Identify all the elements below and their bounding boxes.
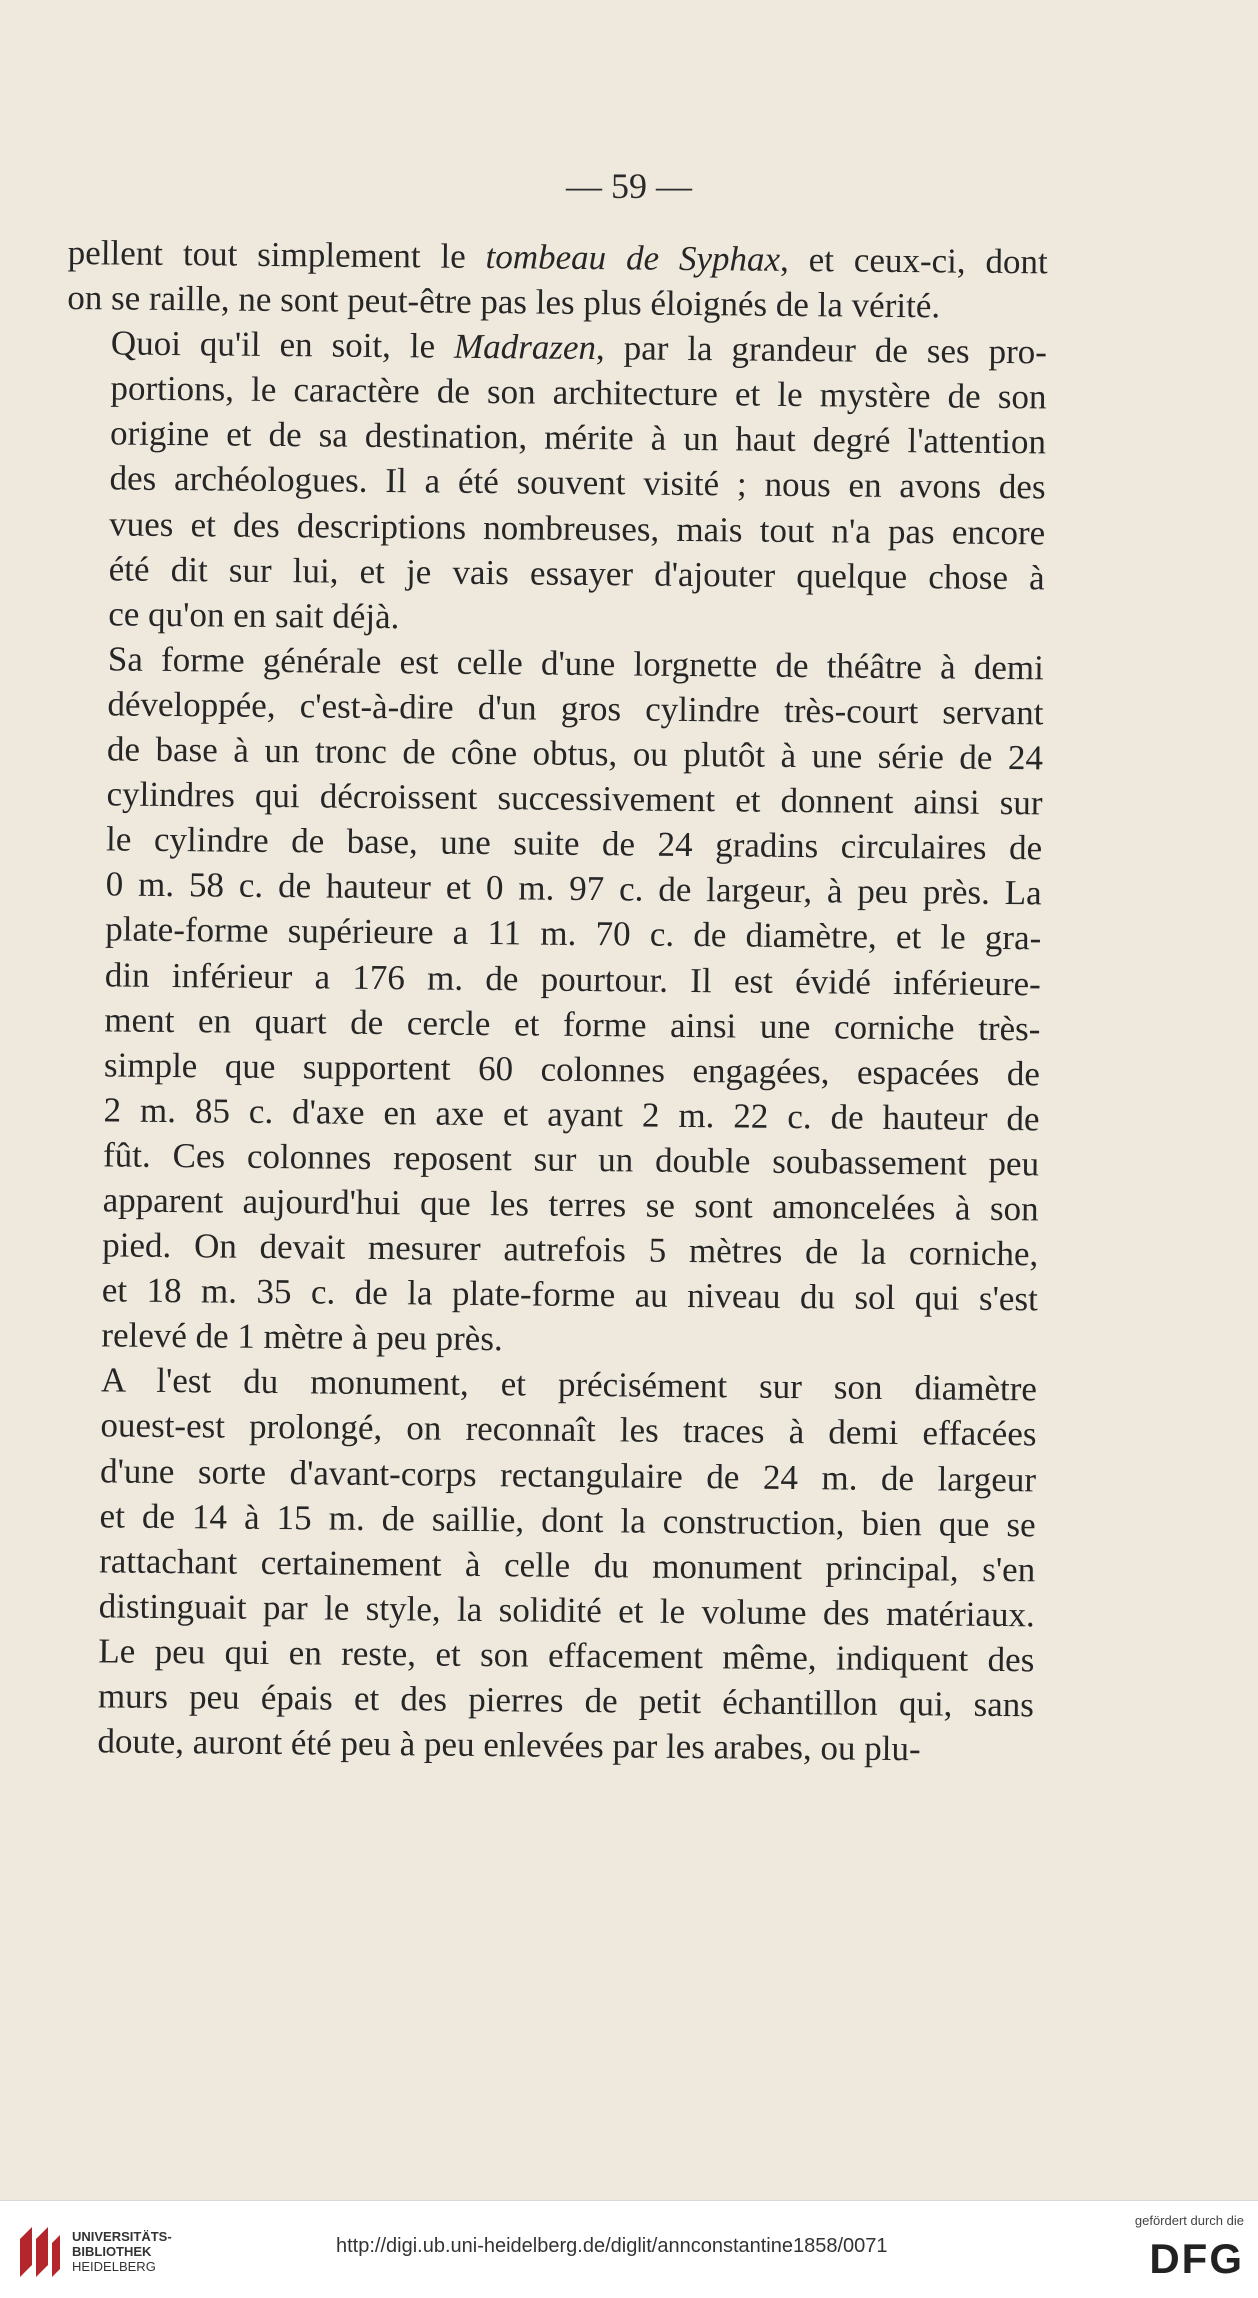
text-segment: 0 m. 58 c. de hauteur et 0 m. 97 c. de largeur, à peu près. La: [105, 864, 1042, 913]
text-segment: distinguait par le style, la solidité et le volume des matériaux.: [98, 1586, 1035, 1635]
text-segment: et de 14 à 15 m. de saillie, dont la construction, bien que se: [99, 1495, 1036, 1544]
page-number: — 59 —: [566, 166, 692, 206]
text-segment: relevé de 1 mètre à peu près.: [101, 1315, 503, 1359]
text-segment: été dit sur lui, et je vais essayer d'ajouter quelque chose à: [108, 549, 1045, 598]
text-segment: portions, le caractère de son architecture et le mystère de son: [110, 368, 1047, 417]
text-segment: origine et de sa destination, mérite à un haut degré l'attention: [109, 413, 1047, 462]
dfg-logo: DFG: [1149, 2235, 1244, 2282]
university-library-logo-icon: [14, 2219, 62, 2283]
text-segment: on se raille, ne sont peut-être pas les plus éloignés de la vérité.: [67, 278, 941, 326]
text-segment: vues et des descriptions nombreuses, mais tout n'a pas encore: [108, 503, 1046, 552]
text-segment: fût. Ces colonnes reposent sur un double soubassement peu: [102, 1135, 1040, 1184]
source-url-link[interactable]: http://digi.ub.uni-heidelberg.de/diglit/annconstantine1858/0071: [336, 2235, 888, 2257]
text-segment: doute, auront été peu à peu enlevées par les arabes, ou plu-: [97, 1721, 921, 1769]
text-segment: pellent tout simplement le: [67, 232, 486, 277]
text-segment: pied. On devait mesurer autrefois 5 mètres de la corniche,: [102, 1225, 1039, 1274]
text-segment: apparent aujourd'hui que les terres se sont amoncelées à son: [102, 1180, 1039, 1229]
paragraph: [57, 636, 1044, 1367]
text-segment: Sa forme générale est celle d'une lorgnette de théâtre à demi: [107, 639, 1045, 688]
library-name-line: BIBLIOTHEK: [72, 2244, 152, 2259]
text-segment: cylindres qui décroissent successivement et donnent ainsi sur: [106, 774, 1043, 823]
text-segment: A l'est du monument, et précisément sur son diamètre: [100, 1360, 1038, 1409]
text-segment: din inférieur a 176 m. de pourtour. Il est évidé inférieure-: [104, 954, 1042, 1003]
text-segment: simple que supportent 60 colonnes engagées, espacées de: [103, 1045, 1041, 1094]
text-segment: , par la grandeur de ses pro-: [595, 328, 1048, 372]
paragraph: [64, 320, 1047, 645]
text-segment: rattachant certainement à celle du monument principal, s'en: [99, 1541, 1036, 1590]
text-segment: Quoi qu'il en soit, le: [110, 323, 455, 366]
text-line: [53, 1718, 1033, 1772]
library-name: [72, 2229, 172, 2274]
text-segment: Le peu qui en reste, et son effacement même, indiquent des: [98, 1631, 1035, 1680]
italic-text: Madrazen: [453, 326, 597, 368]
italic-text: tombeau de Syphax: [485, 237, 781, 279]
paragraph: [53, 1357, 1037, 1772]
text-segment: d'une sorte d'avant-corps rectangulaire de 24 m. de largeur: [99, 1450, 1037, 1499]
body-text: [53, 230, 1048, 1773]
text-segment: ment en quart de cercle et forme ainsi une corniche très-: [104, 999, 1041, 1048]
library-name-line: HEIDELBERG: [72, 2259, 156, 2274]
text-segment: de base à un tronc de cône obtus, ou plutôt à une série de 24: [106, 729, 1044, 778]
footer-bar: [0, 2200, 1258, 2298]
text-segment: , et ceux-ci, dont: [779, 239, 1048, 282]
paragraph: [67, 230, 1048, 330]
library-name-line: UNIVERSITÄTS-: [72, 2229, 172, 2244]
text-segment: ce qu'on en sait déjà.: [108, 594, 400, 636]
text-segment: des archéologues. Il a été souvent visité ; nous en avons des: [109, 458, 1046, 507]
text-segment: ouest-est prolongé, on reconnaît les traces à demi effacées: [100, 1405, 1037, 1454]
text-segment: murs peu épais et des pierres de petit échantillon qui, sans: [97, 1676, 1035, 1725]
text-segment: et 18 m. 35 c. de la plate-forme au niveau du sol qui s'est: [101, 1270, 1038, 1319]
sponsor-note: gefördert durch die: [1134, 2213, 1244, 2228]
text-segment: le cylindre de base, une suite de 24 gradins circulaires de: [105, 819, 1043, 868]
text-segment: plate-forme supérieure a 11 m. 70 c. de diamètre, et le gra-: [105, 909, 1042, 958]
text-segment: 2 m. 85 c. d'axe en axe et ayant 2 m. 22 c. de hauteur de: [103, 1090, 1040, 1139]
text-segment: développée, c'est-à-dire d'un gros cylindre très-court servant: [107, 684, 1044, 733]
